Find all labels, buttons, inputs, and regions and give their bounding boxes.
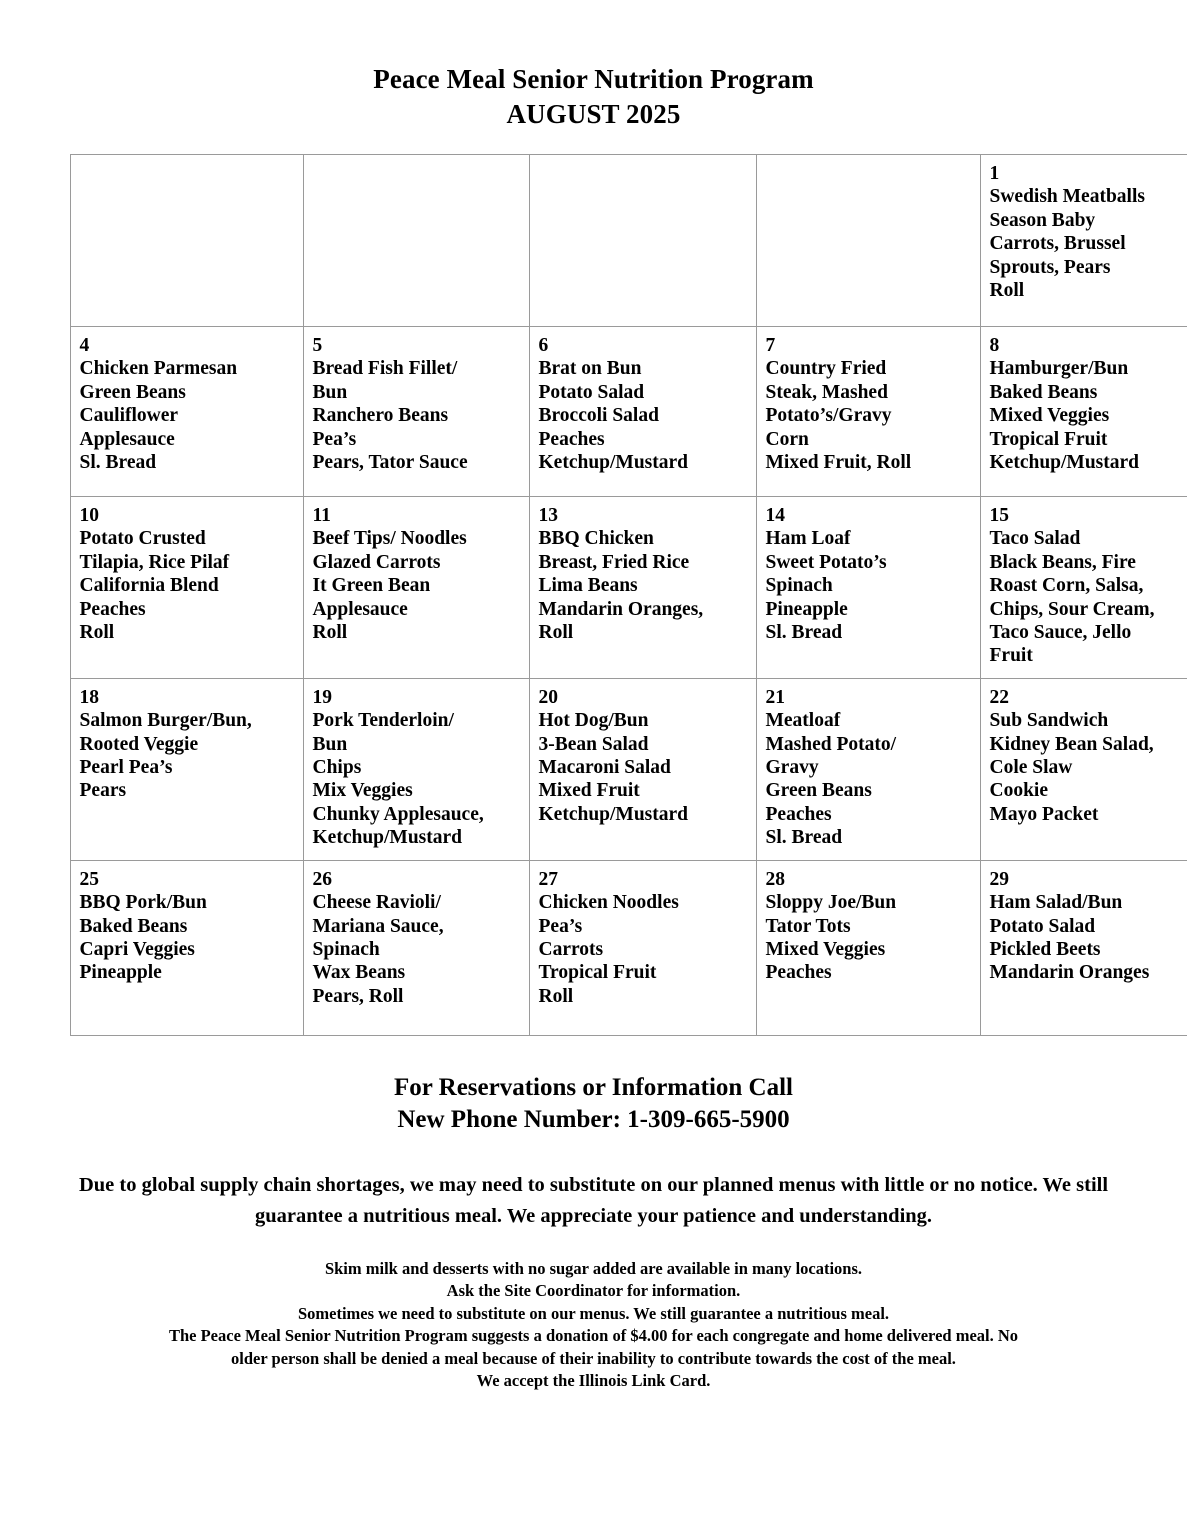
menu-item: Ranchero Beans [312, 405, 449, 427]
calendar-day-cell [756, 327, 980, 497]
menu-item: Bun [312, 381, 348, 403]
day-number: 19 [312, 686, 332, 708]
menu-item: Applesauce [312, 598, 408, 620]
menu-item: Hamburger/Bun [989, 358, 1129, 380]
menu-item: Wax Beans [312, 962, 406, 984]
day-number: 10 [79, 505, 99, 526]
menu-item: Potato Salad [989, 915, 1096, 937]
day-number: 7 [765, 335, 776, 356]
day-number: 28 [765, 868, 785, 890]
menu-item: Chips, Sour Cream, [989, 598, 1155, 620]
menu-item: Ketchup/Mustard [538, 452, 689, 474]
day-number: 20 [538, 686, 558, 708]
day-number: 15 [989, 505, 1009, 526]
day-number: 21 [765, 686, 785, 708]
menu-item: Sl. Bread [765, 622, 843, 644]
calendar-day-cell [70, 497, 303, 679]
menu-item: Ketchup/Mustard [989, 452, 1140, 474]
menu-item: Green Beans [79, 381, 186, 403]
day-number: 25 [79, 868, 99, 890]
calendar-day-cell [70, 327, 303, 497]
day-number: 14 [765, 505, 785, 526]
menu-item: Carrots [538, 938, 604, 960]
menu-item: It Green Bean [312, 575, 431, 597]
menu-item: BBQ Chicken [538, 528, 654, 550]
menu-item: Pea’s [312, 428, 357, 450]
calendar-day-cell [529, 497, 756, 679]
menu-item: Sprouts, Pears [989, 256, 1111, 278]
menu-item: Pork Tenderloin/ [312, 710, 454, 732]
calendar-day-cell [303, 860, 529, 1035]
menu-item: Brat on Bun [538, 358, 642, 380]
menu-item: Roll [79, 622, 115, 644]
menu-item: Sl. Bread [79, 452, 157, 474]
menu-item: Ketchup/Mustard [312, 827, 463, 849]
reservations-block [0, 1072, 1187, 1136]
menu-item: Tropical Fruit [989, 428, 1108, 450]
menu-item: Spinach [765, 575, 833, 597]
calendar-day-cell [529, 860, 756, 1035]
calendar-day-cell [303, 678, 529, 860]
supply-chain-notice: Due to global supply chain shortages, we may need to substitute on our planned menus with little or no notice. We still guarantee a nutritious meal. We appreciate your patience and understanding. [78, 1173, 1109, 1227]
menu-item: Gravy [765, 757, 819, 779]
menu-item: Mix Veggies [312, 780, 413, 802]
menu-item: Tilapia, Rice Pilaf [79, 551, 230, 573]
fineprint-line: Skim milk and desserts with no sugar added are available in many locations. [324, 1258, 863, 1278]
fineprint-line: We accept the Illinois Link Card. [476, 1371, 711, 1391]
menu-item: Steak, Mashed [765, 381, 888, 403]
menu-item: 3-Bean Salad [538, 733, 649, 755]
calendar-week-row [70, 678, 1187, 860]
menu-item: Chicken Noodles [538, 892, 679, 914]
day-number: 13 [538, 505, 558, 526]
menu-item: Ham Salad/Bun [989, 892, 1123, 914]
menu-item: Taco Sauce, Jello [989, 622, 1132, 644]
menu-item: Pineapple [765, 598, 848, 620]
calendar-week-row [70, 497, 1187, 679]
menu-item: Sweet Potato’s [765, 551, 887, 573]
menu-item: Corn [765, 428, 809, 450]
menu-item: Pea’s [538, 915, 583, 937]
month-year-subtitle: AUGUST 2025 [506, 99, 681, 129]
menu-item: Lima Beans [538, 575, 638, 597]
menu-item: Applesauce [79, 428, 175, 450]
menu-item: Ham Loaf [765, 528, 851, 550]
menu-item: Meatloaf [765, 710, 841, 732]
menu-item: Swedish Meatballs [989, 186, 1145, 208]
menu-item: Spinach [312, 938, 380, 960]
day-number: 26 [312, 868, 332, 890]
calendar-day-cell [303, 497, 529, 679]
menu-item: Sub Sandwich [989, 710, 1109, 732]
phone-number-line: New Phone Number: 1-309-665-5900 [397, 1105, 790, 1133]
menu-item: Chicken Parmesan [79, 358, 238, 380]
menu-item: Pearl Pea’s [79, 757, 173, 779]
calendar-week-row [70, 860, 1187, 1035]
calendar-day-cell-empty [756, 155, 980, 327]
menu-item: Capri Veggies [79, 938, 195, 960]
calendar-body [70, 155, 1187, 1036]
fineprint-block [89, 1258, 1099, 1393]
menu-item: Bread Fish Fillet/ [312, 358, 458, 380]
reservations-heading: For Reservations or Information Call [393, 1073, 794, 1101]
menu-item: Kidney Bean Salad, [989, 733, 1154, 755]
menu-item: Mixed Fruit, Roll [765, 452, 912, 474]
calendar-day-cell [529, 678, 756, 860]
calendar-day-cell [980, 155, 1187, 327]
fineprint-line: older person shall be denied a meal because of their inability to contribute towards the cost of the meal. [231, 1348, 956, 1368]
menu-item: Country Fried [765, 358, 887, 380]
menu-item: Peaches [538, 428, 605, 450]
menu-item: Cheese Ravioli/ [312, 892, 441, 914]
fineprint-line: Sometimes we need to substitute on our menus. We still guarantee a nutritious meal. [297, 1303, 890, 1323]
menu-item: Fruit [989, 645, 1033, 667]
menu-item: Glazed Carrots [312, 551, 441, 573]
day-number: 6 [538, 335, 549, 356]
fineprint-line: Ask the Site Coordinator for information. [446, 1281, 741, 1301]
menu-item: Broccoli Salad [538, 405, 659, 427]
menu-item: Cole Slaw [989, 757, 1073, 779]
menu-item: California Blend [79, 575, 219, 597]
day-number: 8 [989, 335, 1000, 356]
calendar-day-cell [70, 678, 303, 860]
calendar-day-cell [756, 678, 980, 860]
day-number: 5 [312, 335, 323, 356]
menu-item: Roll [538, 985, 574, 1007]
calendar-week-row [70, 327, 1187, 497]
menu-item: Hot Dog/Bun [538, 710, 649, 732]
menu-item: Macaroni Salad [538, 757, 671, 779]
calendar-day-cell-empty [303, 155, 529, 327]
menu-item: Rooted Veggie [79, 733, 199, 755]
menu-item: Breast, Fried Rice [538, 551, 690, 573]
menu-item: Tator Tots [765, 915, 851, 937]
day-number: 18 [79, 686, 99, 708]
menu-item: Peaches [765, 962, 832, 984]
menu-item: Cauliflower [79, 405, 179, 427]
menu-item: Black Beans, Fire [989, 551, 1136, 573]
menu-item: Beef Tips/ Noodles [312, 528, 467, 550]
menu-item: Cookie [989, 780, 1048, 802]
calendar-day-cell [980, 497, 1187, 679]
menu-item: Season Baby [989, 209, 1096, 231]
calendar-day-cell [756, 497, 980, 679]
menu-item: Pears, Tator Sauce [312, 452, 468, 474]
menu-item: Mayo Packet [989, 803, 1099, 825]
menu-item: Roast Corn, Salsa, [989, 575, 1144, 597]
menu-item: BBQ Pork/Bun [79, 892, 207, 914]
day-number: 1 [989, 163, 1000, 184]
menu-item: Roll [312, 622, 348, 644]
calendar-day-cell [70, 860, 303, 1035]
menu-item: Mixed Veggies [989, 405, 1110, 427]
fineprint-line: The Peace Meal Senior Nutrition Program suggests a donation of $4.00 for each congregate and home delivered meal. No [168, 1326, 1019, 1346]
calendar-week-row [70, 155, 1187, 327]
menu-calendar-table [70, 154, 1187, 1036]
calendar-day-cell [980, 860, 1187, 1035]
menu-item: Pears, Roll [312, 985, 404, 1007]
day-number: 29 [989, 868, 1009, 890]
calendar-day-cell [303, 327, 529, 497]
page-title: Peace Meal Senior Nutrition Program [373, 64, 814, 94]
menu-item: Mixed Fruit [538, 780, 640, 802]
menu-item: Mixed Veggies [765, 938, 886, 960]
calendar-day-cell-empty [70, 155, 303, 327]
menu-item: Chunky Applesauce, [312, 803, 484, 825]
menu-item: Roll [989, 280, 1025, 302]
menu-item: Carrots, Brussel [989, 233, 1126, 255]
menu-item: Salmon Burger/Bun, [79, 710, 252, 732]
calendar-day-cell [756, 860, 980, 1035]
menu-item: Peaches [79, 598, 146, 620]
calendar-day-cell [980, 327, 1187, 497]
menu-item: Roll [538, 622, 574, 644]
day-number: 22 [989, 686, 1009, 708]
calendar-day-cell [980, 678, 1187, 860]
day-number: 11 [312, 505, 331, 526]
calendar-day-cell-empty [529, 155, 756, 327]
menu-item: Potato Salad [538, 381, 645, 403]
menu-item: Mandarin Oranges [989, 962, 1150, 984]
day-number: 4 [79, 335, 90, 356]
menu-item: Mandarin Oranges, [538, 598, 704, 620]
menu-item: Mariana Sauce, [312, 915, 444, 937]
menu-item: Potato’s/Gravy [765, 405, 892, 427]
menu-item: Green Beans [765, 780, 872, 802]
menu-item: Taco Salad [989, 528, 1081, 550]
menu-item: Mashed Potato/ [765, 733, 897, 755]
menu-item: Peaches [765, 803, 832, 825]
menu-item: Chips [312, 757, 362, 779]
page-header [0, 0, 1187, 132]
menu-item: Pineapple [79, 962, 162, 984]
menu-item: Baked Beans [989, 381, 1098, 403]
day-number: 27 [538, 868, 558, 890]
menu-item: Pickled Beets [989, 938, 1101, 960]
menu-item: Baked Beans [79, 915, 188, 937]
menu-item: Sl. Bread [765, 827, 843, 849]
menu-item: Bun [312, 733, 348, 755]
menu-item: Pears [79, 780, 127, 802]
menu-item: Ketchup/Mustard [538, 803, 689, 825]
menu-item: Tropical Fruit [538, 962, 657, 984]
calendar-container [70, 154, 1155, 1036]
menu-item: Potato Crusted [79, 528, 206, 550]
calendar-day-cell [529, 327, 756, 497]
menu-item: Sloppy Joe/Bun [765, 892, 897, 914]
